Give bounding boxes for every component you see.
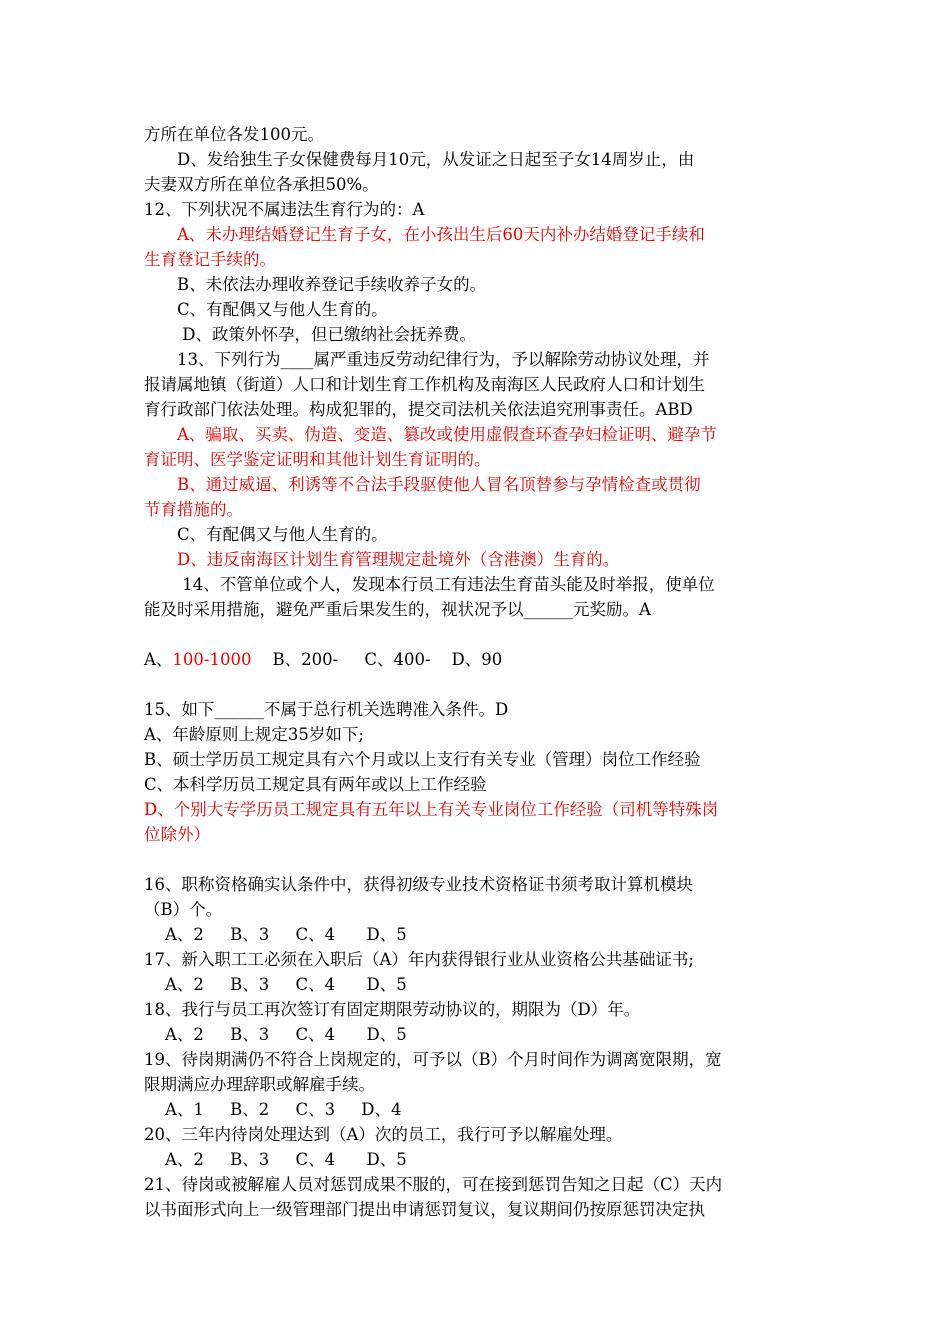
- q16-options: A、2 B、3 C、4 D、5: [144, 925, 407, 944]
- q13-option-b-cont: 节育措施的。: [144, 500, 243, 519]
- q12-option-d: D、政策外怀孕，但已缴纳社会抚养费。: [144, 325, 476, 344]
- q16-stem-cont: （B）个。: [144, 900, 223, 919]
- q13-stem: 13、下列行为____属严重违反劳动纪律行为，予以解除劳动协议处理，并: [144, 350, 710, 369]
- q15-option-d-cont: 位除外）: [144, 825, 210, 844]
- q13-option-d: D、违反南海区计划生育管理规定赴境外（含港澳）生育的。: [144, 550, 620, 569]
- q19-options: A、1 B、2 C、3 D、4: [144, 1100, 402, 1119]
- q14-option-a-value: 100-1000: [172, 650, 252, 669]
- q14-option-a-prefix: A、: [144, 650, 173, 669]
- q13-stem-cont: 育行政部门依法处理。构成犯罪的，提交司法机关依法追究刑事责任。ABD: [144, 400, 693, 419]
- q12-option-a: A、未办理结婚登记生育子女，在小孩出生后60天内补办结婚登记手续和: [144, 225, 705, 244]
- q19-stem: 19、待岗期满仍不符合上岗规定的，可予以（B）个月时间作为调离宽限期，宽: [144, 1050, 722, 1069]
- blank-line: [144, 847, 814, 872]
- q20-stem: 20、三年内待岗处理达到（A）次的员工，我行可予以解雇处理。: [144, 1125, 623, 1144]
- q15-option-a: A、年龄原则上规定35岁如下;: [144, 725, 364, 744]
- q20-options: A、2 B、3 C、4 D、5: [144, 1150, 407, 1169]
- q13-option-a: A、骗取、买卖、伪造、变造、篡改或使用虚假查环查孕妇检证明、避孕节: [144, 425, 717, 444]
- q14-stem: 14、不管单位或个人，发现本行员工有违法生育苗头能及时举报，使单位: [144, 575, 715, 594]
- q12-option-c: C、有配偶又与他人生育的。: [144, 300, 388, 319]
- q13-option-c: C、有配偶又与他人生育的。: [144, 525, 388, 544]
- q16-stem: 16、职称资格确实认条件中，获得初级专业技术资格证书须考取计算机模块: [144, 875, 693, 894]
- q11-option-d-cont: 夫妻双方所在单位各承担50%。: [144, 175, 379, 194]
- blank-line: [144, 672, 814, 697]
- text-line: 方所在单位各发100元。: [144, 125, 324, 144]
- q17-stem: 17、新入职工工必须在入职后（A）年内获得银行业从业资格公共基础证书;: [144, 950, 694, 969]
- q15-option-c: C、本科学历员工规定具有两年或以上工作经验: [144, 775, 487, 794]
- document-body: [144, 122, 814, 1222]
- q12-option-a-cont: 生育登记手续的。: [144, 250, 276, 269]
- q18-options: A、2 B、3 C、4 D、5: [144, 1025, 407, 1044]
- q19-stem-cont: 限期满应办理辞职或解雇手续。: [144, 1075, 375, 1094]
- q14-options-rest: B、200- C、400- D、90: [251, 650, 503, 669]
- q11-option-d: D、发给独生子女保健费每月10元，从发证之日起至子女14周岁止，由: [144, 150, 695, 169]
- q12-stem: 12、下列状况不属违法生育行为的：A: [144, 200, 425, 219]
- q13-option-a-cont: 育证明、医学鉴定证明和其他计划生育证明的。: [144, 450, 491, 469]
- q13-stem-cont: 报请属地镇（街道）人口和计划生育工作机构及南海区人民政府人口和计划生: [144, 375, 705, 394]
- q17-options: A、2 B、3 C、4 D、5: [144, 975, 407, 994]
- q15-option-b: B、硕士学历员工规定具有六个月或以上支行有关专业（管理）岗位工作经验: [144, 750, 701, 769]
- q15-stem: 15、如下______不属于总行机关选聘准入条件。D: [144, 700, 509, 719]
- blank-line: [144, 622, 814, 647]
- q14-stem-cont: 能及时采用措施，避免严重后果发生的，视状况予以______元奖励。A: [144, 600, 651, 619]
- q12-option-b: B、未依法办理收养登记手续收养子女的。: [144, 275, 487, 294]
- q21-stem: 21、待岗或被解雇人员对惩罚成果不服的，可在接到惩罚告知之日起（C）天内: [144, 1175, 723, 1194]
- q14-options: [144, 647, 814, 672]
- q13-option-b: B、通过威逼、利诱等不合法手段驱使他人冒名顶替参与孕情检查或贯彻: [144, 475, 701, 494]
- q18-stem: 18、我行与员工再次签订有固定期限劳动协议的，期限为（D）年。: [144, 1000, 641, 1019]
- q15-option-d: D、个别大专学历员工规定具有五年以上有关专业岗位工作经验（司机等特殊岗: [144, 800, 719, 819]
- q21-stem-cont: 以书面形式向上一级管理部门提出申请惩罚复议，复议期间仍按原惩罚决定执: [144, 1200, 705, 1219]
